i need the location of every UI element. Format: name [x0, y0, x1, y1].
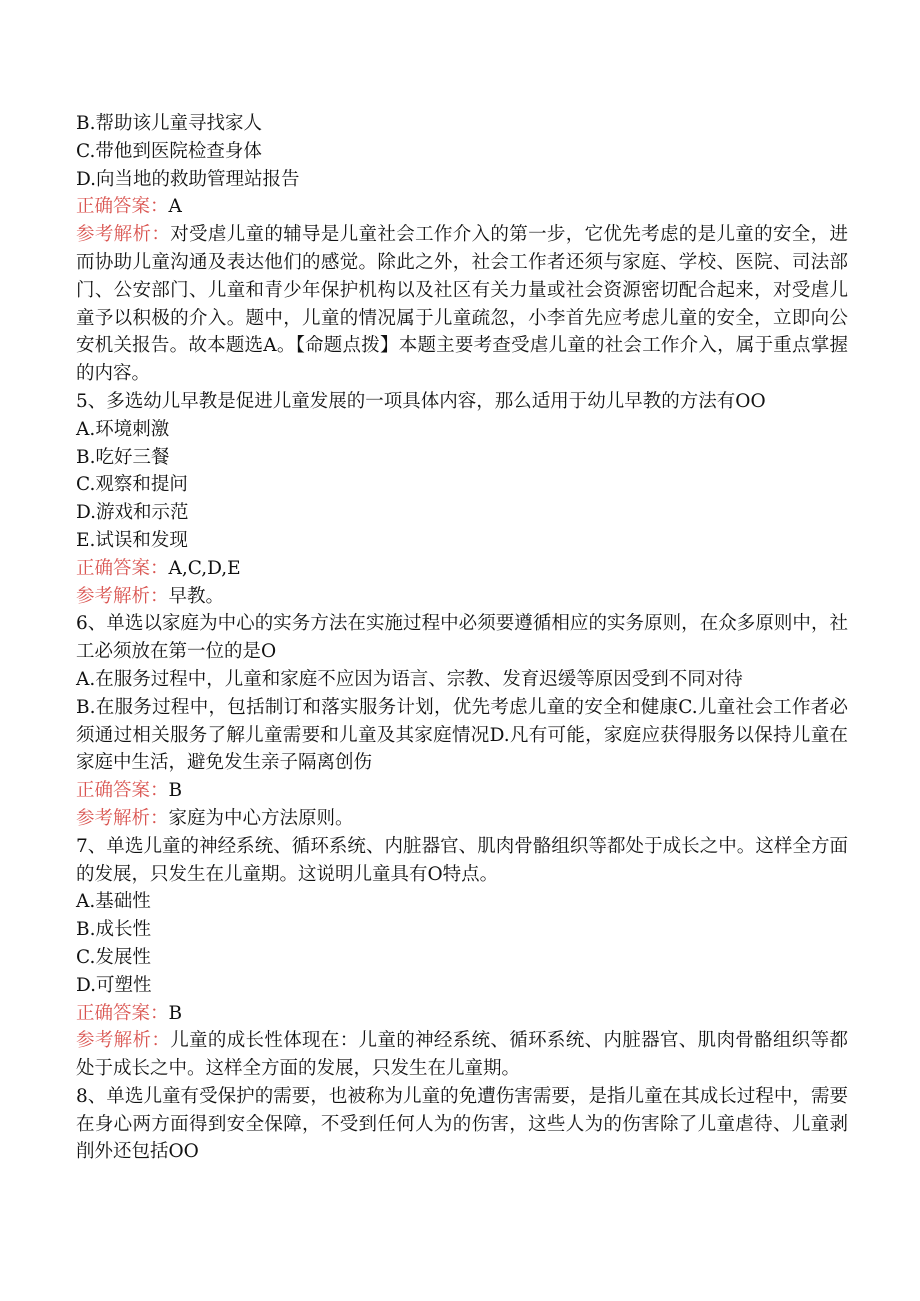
answer-value: A	[168, 196, 182, 218]
option-d: D.游戏和示范	[76, 502, 189, 524]
option-a: A.环境刺激	[76, 418, 170, 440]
analysis-row	[76, 805, 848, 833]
options-bcd: B.在服务过程中，包括制订和落实服务计划，优先考虑儿童的安全和健康C.儿童社会工作者必须通过相关服务了解儿童需要和儿童及其家庭情况D.凡有可能，家庭应获得服务以保持儿童在家庭中生活，避免发生亲子隔离创伤	[76, 696, 848, 774]
option-c: C.带他到医院检查身体	[76, 140, 262, 162]
analysis-label: 参考解析：	[76, 807, 169, 829]
option-d: D.可塑性	[76, 974, 152, 996]
analysis-text: 儿童的成长性体现在：儿童的神经系统、循环系统、内脏器官、肌肉骨骼组织等都处于成长之中。这样全方面的发展，只发生在儿童期。	[76, 1030, 848, 1080]
question-8	[76, 1083, 848, 1166]
analysis-text: 家庭为中心方法原则。	[168, 807, 354, 829]
option-e: E.试误和发现	[76, 529, 188, 551]
analysis-label: 参考解析：	[76, 224, 171, 246]
analysis-label: 参考解析：	[76, 585, 169, 607]
option-a: A.在服务过程中，儿童和家庭不应因为语言、宗教、发育迟缓等原因受到不同对待	[76, 668, 743, 690]
analysis-row	[76, 583, 848, 611]
question-6	[76, 610, 848, 832]
answer-value: B	[168, 780, 183, 802]
option-b: B.成长性	[76, 919, 151, 941]
analysis-row	[76, 1027, 848, 1083]
answer-row	[76, 1000, 848, 1028]
analysis-text: 早教。	[168, 585, 225, 607]
answer-label: 正确答案：	[76, 196, 169, 218]
question-stem: 5、多选幼儿早教是促进儿童发展的一项具体内容，那么适用于幼儿早教的方法有OO	[76, 390, 766, 412]
answer-label: 正确答案：	[76, 557, 169, 579]
answer-row	[76, 555, 848, 583]
answer-label: 正确答案：	[76, 1002, 169, 1024]
option-b: B.帮助该儿童寻找家人	[76, 113, 262, 134]
question-stem: 7、单选儿童的神经系统、循环系统、内脏器官、肌肉骨骼组织等都处于成长之中。这样全方面的发展，只发生在儿童期。这说明儿童具有O特点。	[76, 835, 848, 885]
question-stem: 8、单选儿童有受保护的需要，也被称为儿童的免遭伤害需要，是指儿童在其成长过程中，需要在身心两方面得到安全保障，不受到任何人为的伤害，这些人为的伤害除了儿童虐待、儿童剥削外还包括OO	[76, 1085, 848, 1163]
answer-value: A,C,D,E	[168, 557, 241, 579]
question-stem: 6、单选以家庭为中心的实务方法在实施过程中必须要遵循相应的实务原则，在众多原则中，社工必须放在第一位的是O	[76, 613, 848, 663]
option-b: B.吃好三餐	[76, 446, 170, 468]
analysis-label: 参考解析：	[76, 1030, 171, 1052]
answer-row	[76, 193, 848, 221]
document-page	[76, 110, 848, 1166]
option-a: A.基础性	[76, 891, 151, 913]
option-d: D.向当地的救助管理站报告	[76, 168, 300, 190]
answer-row	[76, 777, 848, 805]
question-4	[76, 110, 848, 388]
option-c: C.发展性	[76, 946, 151, 968]
analysis-text: 对受虐儿童的辅导是儿童社会工作介入的第一步，它优先考虑的是儿童的安全，进而协助儿童沟通及表达他们的感觉。除此之外，社会工作者还须与家庭、学校、医院、司法部门、公安部门、儿童和青少年保护机构以及社区有关力量或社会资源密切配合起来，对受虐儿童予以积极的介入。题中，儿童的情况属于儿童疏忽，小李首先应考虑儿童的安全，立即向公安机关报告。故本题选A。【命题点拨】本题主要考查受虐儿童的社会工作介入，属于重点掌握的内容。	[76, 224, 848, 385]
analysis-row	[76, 221, 848, 388]
question-5	[76, 388, 848, 610]
answer-label: 正确答案：	[76, 780, 169, 802]
option-c: C.观察和提问	[76, 474, 188, 496]
question-7	[76, 833, 848, 1083]
answer-value: B	[168, 1002, 183, 1024]
